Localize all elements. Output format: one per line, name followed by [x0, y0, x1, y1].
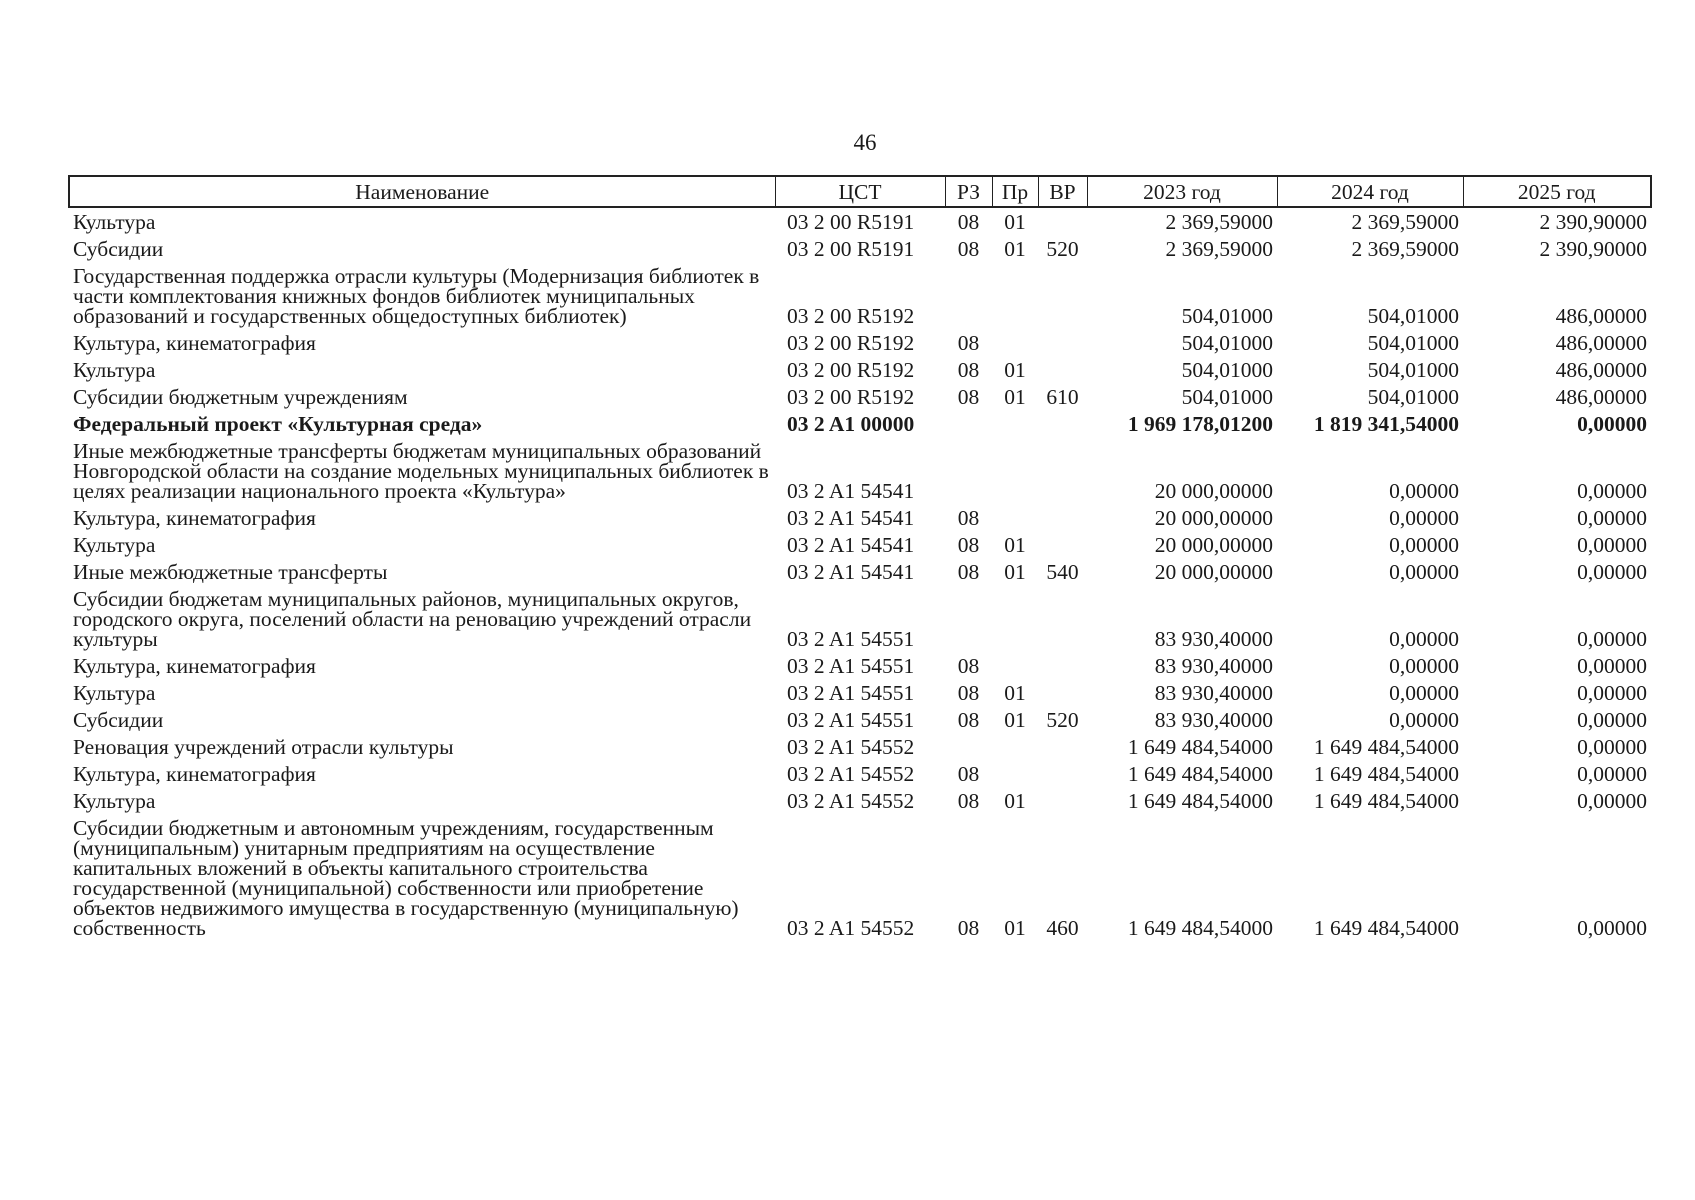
table-row	[69, 787, 1651, 814]
row-amount-2023: 83 930,40000	[1154, 708, 1273, 732]
row-amount-2024: 0,00000	[1389, 627, 1459, 651]
table-row	[69, 356, 1651, 383]
row-cst: 03 2 A1 54552	[787, 762, 915, 786]
row-rz: 08	[957, 560, 980, 584]
row-amount-2024: 2 369,59000	[1351, 210, 1459, 234]
row-name: Культура, кинематография	[73, 506, 316, 530]
row-pr: 01	[1004, 358, 1026, 382]
row-pr: 01	[1004, 210, 1026, 234]
row-amount-2024: 504,01000	[1367, 385, 1459, 409]
row-amount-2023: 2 369,59000	[1165, 210, 1273, 234]
row-pr	[992, 504, 1038, 531]
row-cst: 03 2 A1 00000	[787, 412, 915, 436]
row-cst: 03 2 00 R5192	[787, 385, 915, 409]
row-amount-2025: 0,00000	[1577, 560, 1647, 584]
row-amount-2024: 0,00000	[1389, 533, 1459, 557]
table-row	[69, 383, 1651, 410]
row-rz	[945, 410, 992, 437]
row-rz: 08	[957, 916, 980, 940]
row-pr: 01	[1004, 560, 1026, 584]
table-row	[69, 437, 1651, 504]
budget-table	[68, 175, 1652, 941]
row-rz: 08	[957, 506, 980, 530]
row-amount-2025: 2 390,90000	[1539, 237, 1647, 261]
row-amount-2025: 0,00000	[1577, 506, 1647, 530]
row-amount-2025: 486,00000	[1555, 331, 1647, 355]
table-row	[69, 814, 1651, 941]
row-amount-2025: 486,00000	[1555, 304, 1647, 328]
row-cst: 03 2 A1 54541	[787, 533, 915, 557]
row-vr: 460	[1046, 916, 1079, 940]
table-row	[69, 558, 1651, 585]
row-rz: 08	[957, 210, 980, 234]
row-pr: 01	[1004, 533, 1026, 557]
row-rz: 08	[957, 681, 980, 705]
row-rz: 08	[957, 708, 980, 732]
row-amount-2023: 1 649 484,54000	[1127, 735, 1273, 759]
row-vr	[1038, 585, 1087, 652]
row-pr: 01	[1004, 708, 1026, 732]
row-vr	[1038, 787, 1087, 814]
row-pr: 01	[1004, 681, 1026, 705]
row-vr	[1038, 437, 1087, 504]
row-amount-2023: 1 649 484,54000	[1127, 789, 1273, 813]
row-pr	[992, 410, 1038, 437]
row-vr	[1038, 652, 1087, 679]
row-pr	[992, 585, 1038, 652]
row-amount-2023: 504,01000	[1181, 385, 1273, 409]
table-row	[69, 410, 1651, 437]
row-amount-2024: 1 649 484,54000	[1313, 789, 1459, 813]
row-amount-2023: 2 369,59000	[1165, 237, 1273, 261]
row-pr	[992, 652, 1038, 679]
row-amount-2024: 0,00000	[1389, 681, 1459, 705]
row-amount-2023: 1 969 178,01200	[1127, 412, 1273, 436]
row-amount-2024: 0,00000	[1389, 560, 1459, 584]
row-amount-2025: 0,00000	[1577, 916, 1647, 940]
header-vr: ВР	[1038, 176, 1087, 207]
row-cst: 03 2 A1 54552	[787, 735, 915, 759]
row-rz: 08	[957, 762, 980, 786]
row-cst: 03 2 A1 54552	[787, 789, 915, 813]
row-rz	[945, 437, 992, 504]
table-row	[69, 531, 1651, 558]
header-2025: 2025 год	[1463, 176, 1651, 207]
row-pr	[992, 262, 1038, 329]
row-amount-2024: 0,00000	[1389, 708, 1459, 732]
row-amount-2023: 1 649 484,54000	[1127, 916, 1273, 940]
row-pr: 01	[1004, 385, 1026, 409]
row-pr	[992, 329, 1038, 356]
row-pr: 01	[1004, 916, 1026, 940]
row-amount-2025: 486,00000	[1555, 385, 1647, 409]
row-cst: 03 2 A1 54541	[787, 560, 915, 584]
row-rz	[945, 585, 992, 652]
row-amount-2023: 83 930,40000	[1154, 681, 1273, 705]
row-rz: 08	[957, 533, 980, 557]
row-amount-2023: 20 000,00000	[1154, 533, 1273, 557]
row-amount-2023: 504,01000	[1181, 358, 1273, 382]
row-pr: 01	[1004, 237, 1026, 261]
row-cst: 03 2 00 R5191	[787, 210, 915, 234]
row-vr: 540	[1046, 560, 1079, 584]
row-rz: 08	[957, 237, 980, 261]
row-name: Иные межбюджетные трансферты бюджетам муниципальных образований Новгородской области на создание модельных муниципальных библиотек в целях реализации национального проекта «Культура»	[73, 439, 769, 503]
row-amount-2024: 1 649 484,54000	[1313, 762, 1459, 786]
row-name: Субсидии бюджетам муниципальных районов, муниципальных округов, городского округа, поселений области на реновацию учреждений отрасли культуры	[73, 587, 752, 651]
row-cst: 03 2 A1 54551	[787, 627, 915, 651]
table-row	[69, 733, 1651, 760]
row-amount-2024: 504,01000	[1367, 304, 1459, 328]
row-rz: 08	[957, 789, 980, 813]
header-pr: Пр	[992, 176, 1038, 207]
row-cst: 03 2 A1 54541	[787, 479, 915, 503]
row-vr	[1038, 356, 1087, 383]
row-name: Субсидии бюджетным и автономным учреждениям, государственным (муниципальным) унитарным предприятиям на осуществление капитальных вложений в объекты капитального строительства государственной (муниципальной) собственности или приобретение объектов недвижимого имущества в государственную (муниципальную) собственность	[73, 816, 739, 940]
table-row	[69, 235, 1651, 262]
row-amount-2023: 20 000,00000	[1154, 506, 1273, 530]
row-name: Культура, кинематография	[73, 654, 316, 678]
header-rz: РЗ	[945, 176, 992, 207]
row-vr: 520	[1046, 237, 1079, 261]
row-name: Реновация учреждений отрасли культуры	[73, 735, 454, 759]
row-cst: 03 2 A1 54551	[787, 708, 915, 732]
row-amount-2025: 0,00000	[1577, 735, 1647, 759]
row-amount-2025: 0,00000	[1577, 627, 1647, 651]
table-row	[69, 207, 1651, 235]
row-name: Культура, кинематография	[73, 331, 316, 355]
table-row	[69, 585, 1651, 652]
row-cst: 03 2 A1 54551	[787, 654, 915, 678]
row-name: Культура	[73, 789, 156, 813]
table-row	[69, 262, 1651, 329]
row-amount-2025: 0,00000	[1577, 762, 1647, 786]
row-amount-2023: 20 000,00000	[1154, 479, 1273, 503]
row-amount-2024: 1 819 341,54000	[1313, 412, 1459, 436]
row-amount-2025: 0,00000	[1577, 681, 1647, 705]
row-amount-2023: 504,01000	[1181, 331, 1273, 355]
row-rz	[945, 733, 992, 760]
row-cst: 03 2 00 R5192	[787, 358, 915, 382]
row-name: Государственная поддержка отрасли культуры (Модернизация библиотек в части комплектования книжных фондов библиотек муниципальных образований и государственных общедоступных библиотек)	[73, 264, 760, 328]
row-amount-2025: 486,00000	[1555, 358, 1647, 382]
row-amount-2023: 504,01000	[1181, 304, 1273, 328]
header-name: Наименование	[69, 176, 775, 207]
row-amount-2025: 2 390,90000	[1539, 210, 1647, 234]
table-row	[69, 329, 1651, 356]
row-amount-2025: 0,00000	[1577, 479, 1647, 503]
row-amount-2024: 2 369,59000	[1351, 237, 1459, 261]
row-cst: 03 2 00 R5192	[787, 331, 915, 355]
table-row	[69, 504, 1651, 531]
row-rz: 08	[957, 358, 980, 382]
row-vr	[1038, 531, 1087, 558]
table-header-row	[69, 176, 1651, 207]
row-vr	[1038, 679, 1087, 706]
row-name: Иные межбюджетные трансферты	[73, 560, 388, 584]
row-amount-2023: 83 930,40000	[1154, 627, 1273, 651]
row-amount-2025: 0,00000	[1577, 412, 1647, 436]
row-vr	[1038, 733, 1087, 760]
row-vr	[1038, 410, 1087, 437]
row-name: Культура	[73, 210, 156, 234]
row-vr	[1038, 329, 1087, 356]
table-row	[69, 706, 1651, 733]
row-rz	[945, 262, 992, 329]
row-amount-2025: 0,00000	[1577, 533, 1647, 557]
row-cst: 03 2 A1 54541	[787, 506, 915, 530]
row-amount-2024: 504,01000	[1367, 331, 1459, 355]
table-row	[69, 760, 1651, 787]
row-vr	[1038, 760, 1087, 787]
row-name: Культура	[73, 358, 156, 382]
page-number: 46	[853, 130, 877, 155]
header-2024: 2024 год	[1277, 176, 1463, 207]
table-row	[69, 679, 1651, 706]
row-pr: 01	[1004, 789, 1026, 813]
row-name: Культура	[73, 533, 156, 557]
row-name: Культура	[73, 681, 156, 705]
row-rz: 08	[957, 654, 980, 678]
row-cst: 03 2 A1 54551	[787, 681, 915, 705]
row-pr	[992, 760, 1038, 787]
row-amount-2024: 0,00000	[1389, 506, 1459, 530]
row-vr	[1038, 207, 1087, 235]
row-rz: 08	[957, 385, 980, 409]
row-amount-2024: 1 649 484,54000	[1313, 735, 1459, 759]
row-amount-2024: 504,01000	[1367, 358, 1459, 382]
row-amount-2025: 0,00000	[1577, 654, 1647, 678]
row-pr	[992, 733, 1038, 760]
row-name: Культура, кинематография	[73, 762, 316, 786]
row-name: Федеральный проект «Культурная среда»	[73, 412, 483, 436]
row-vr	[1038, 262, 1087, 329]
row-name: Субсидии	[73, 237, 164, 261]
row-cst: 03 2 00 R5191	[787, 237, 915, 261]
row-amount-2023: 1 649 484,54000	[1127, 762, 1273, 786]
header-cst: ЦСТ	[775, 176, 945, 207]
row-amount-2024: 0,00000	[1389, 654, 1459, 678]
row-cst: 03 2 A1 54552	[787, 916, 915, 940]
header-2023: 2023 год	[1087, 176, 1277, 207]
row-vr: 610	[1046, 385, 1079, 409]
row-amount-2025: 0,00000	[1577, 708, 1647, 732]
table-body	[69, 207, 1651, 941]
row-name: Субсидии	[73, 708, 164, 732]
row-vr	[1038, 504, 1087, 531]
row-amount-2024: 1 649 484,54000	[1313, 916, 1459, 940]
row-amount-2023: 83 930,40000	[1154, 654, 1273, 678]
row-pr	[992, 437, 1038, 504]
row-amount-2025: 0,00000	[1577, 789, 1647, 813]
row-amount-2024: 0,00000	[1389, 479, 1459, 503]
row-cst: 03 2 00 R5192	[787, 304, 915, 328]
row-rz: 08	[957, 331, 980, 355]
row-amount-2023: 20 000,00000	[1154, 560, 1273, 584]
table-row	[69, 652, 1651, 679]
row-vr: 520	[1046, 708, 1079, 732]
row-name: Субсидии бюджетным учреждениям	[73, 385, 408, 409]
